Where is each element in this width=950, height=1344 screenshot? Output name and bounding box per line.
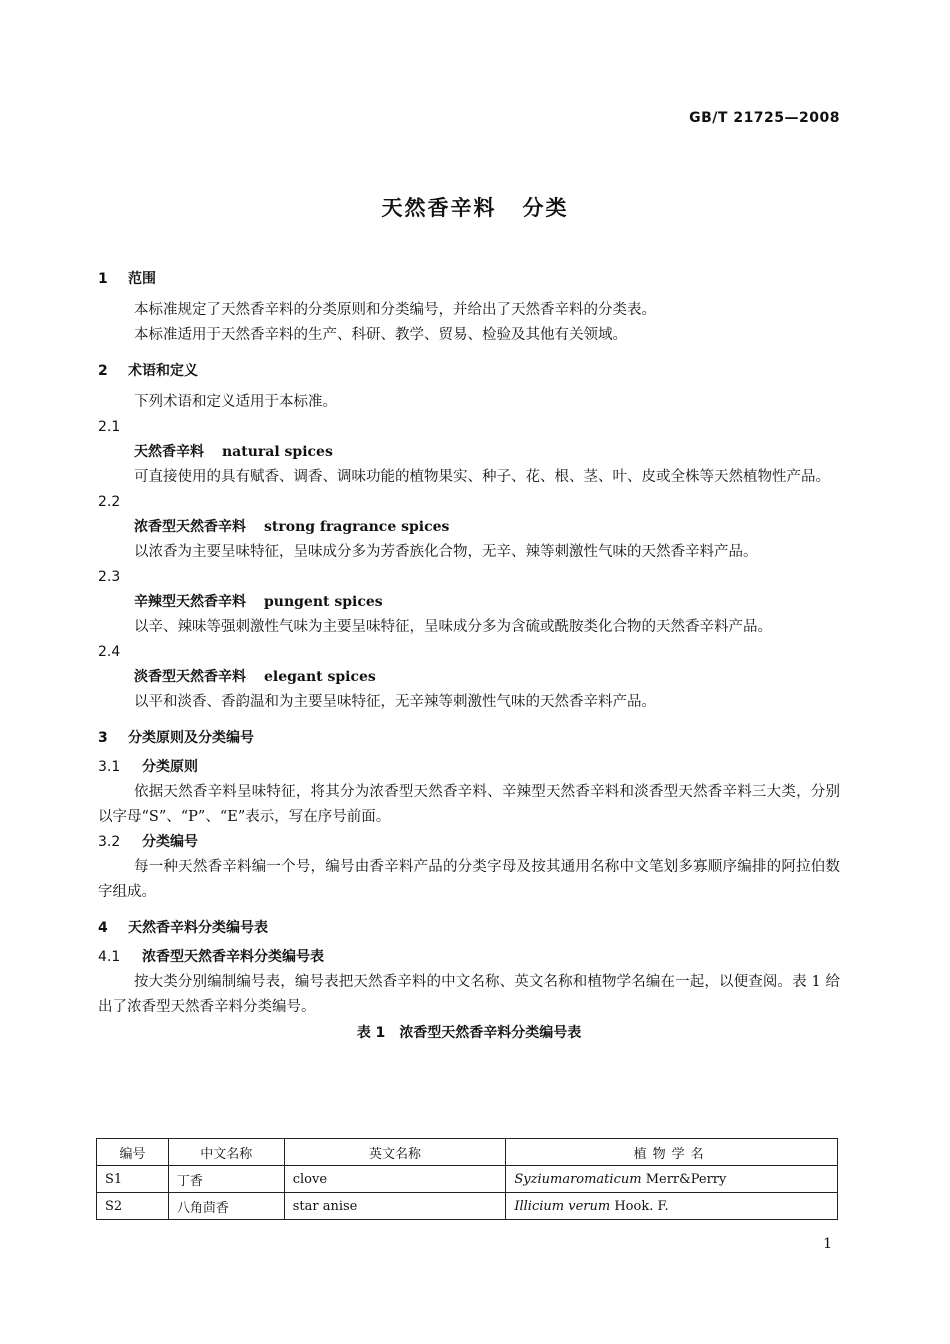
section-heading-2: 2 术语和定义	[98, 363, 198, 379]
classification-principle-text: 依据天然香辛料呈味特征，将其分为浓香型天然香辛料、辛辣型天然香辛料和淡香型天然香辛料三大类，分别以字母“S”、“P”、“E”表示，写在序号前面。	[98, 784, 840, 825]
standard-code: GB/T 21725—2008	[689, 110, 840, 126]
table-intro-text: 按大类分别编制编号表，编号表把天然香辛料的中文名称、英文名称和植物学名编在一起，以便查阅。表 1 给出了浓香型天然香辛料分类编号。	[98, 974, 840, 1015]
term-number: 2.2	[98, 494, 121, 510]
table-row	[97, 1193, 838, 1220]
term-definition: 以辛、辣味等强刺激性气味为主要呈味特征，呈味成分多为含硫或酰胺类化合物的天然香辛料产品。	[134, 619, 772, 635]
cell-english-name: clove	[284, 1166, 506, 1193]
cell-code: S1	[97, 1166, 169, 1193]
document-body	[98, 266, 840, 1044]
document-title	[0, 192, 950, 222]
term-heading: 天然香辛料 natural spices	[134, 444, 333, 460]
header-english-name: 英文名称	[284, 1139, 506, 1166]
term-heading: 辛辣型天然香辛料 pungent spices	[134, 594, 383, 610]
section-heading-1: 1 范围	[98, 271, 156, 287]
table-row	[97, 1166, 838, 1193]
cell-botanical-name: Illicium verum Hook. F.	[506, 1193, 838, 1220]
cell-code: S2	[97, 1193, 169, 1220]
terms-intro: 下列术语和定义适用于本标准。	[134, 394, 337, 410]
subsection-heading: 3.2 分类编号	[98, 834, 198, 850]
section-heading-4: 4 天然香辛料分类编号表	[98, 920, 268, 936]
term-number: 2.4	[98, 644, 121, 660]
page-number: 1	[823, 1236, 832, 1252]
term-definition: 以平和淡香、香韵温和为主要呈味特征，无辛辣等刺激性气味的天然香辛料产品。	[134, 694, 656, 710]
header-botanical-name: 植物学名	[506, 1139, 838, 1166]
cell-chinese-name: 八角茴香	[168, 1193, 284, 1220]
classification-table	[96, 1138, 838, 1220]
cell-english-name: star anise	[284, 1193, 506, 1220]
term-heading: 浓香型天然香辛料 strong fragrance spices	[134, 519, 450, 535]
term-heading: 淡香型天然香辛料 elegant spices	[134, 669, 376, 685]
term-definition: 可直接使用的具有赋香、调香、调味功能的植物果实、种子、花、根、茎、叶、皮或全株等天然植物性产品。	[134, 469, 830, 485]
term-definition: 以浓香为主要呈味特征，呈味成分多为芳香族化合物，无辛、辣等刺激性气味的天然香辛料产品。	[134, 544, 758, 560]
cell-chinese-name: 丁香	[168, 1166, 284, 1193]
header-chinese-name: 中文名称	[168, 1139, 284, 1166]
classification-code-text: 每一种天然香辛料编一个号，编号由香辛料产品的分类字母及按其通用名称中文笔划多寡顺序编排的阿拉伯数字组成。	[98, 859, 840, 900]
term-number: 2.1	[98, 419, 121, 435]
title-sub: 分类	[522, 196, 569, 220]
header-code: 编号	[97, 1139, 169, 1166]
table-header-row	[97, 1139, 838, 1166]
subsection-heading: 4.1 浓香型天然香辛料分类编号表	[98, 949, 324, 965]
title-main: 天然香辛料	[381, 196, 497, 220]
subsection-heading: 3.1 分类原则	[98, 759, 198, 775]
section-heading-3: 3 分类原则及分类编号	[98, 730, 254, 746]
term-number: 2.3	[98, 569, 121, 585]
table-caption: 表 1 浓香型天然香辛料分类编号表	[356, 1025, 582, 1041]
cell-botanical-name: Syziumaromaticum Merr&Perry	[506, 1166, 838, 1193]
scope-paragraph-1: 本标准规定了天然香辛料的分类原则和分类编号，并给出了天然香辛料的分类表。	[134, 302, 656, 318]
scope-paragraph-2: 本标准适用于天然香辛料的生产、科研、教学、贸易、检验及其他有关领域。	[134, 327, 627, 343]
